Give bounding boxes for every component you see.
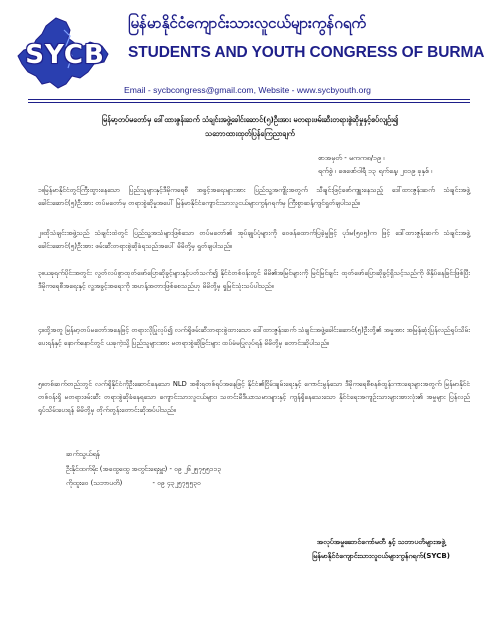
email-label: Email - xyxy=(124,85,151,95)
contacts-label: ဆက်သွယ်ရန် xyxy=(66,450,100,458)
paragraph-1: ၁။မြန်မာနိုင်ငံတွင်ကြီးထွားနေသော ပြည်သူများနှင့်ဒီမိုကရေစီ အခွင့်အရေးများအား ပြည်သူ့အကျိုးအတွက် သီချင်းဖြင့်ဖော်ကျူးနေသည့် ဒေါ်ထားဇွန်းဆက် သံချင်းအဖွဲ့ခေါင်းဆောင်(၅)ဦးအား တပ်မတော်မှ တရားစွဲဆိုမှုအပေါ် မြန်မာနိုင်ငံကျောင်းသားလူငယ်များကွန်ဂရက်မှ ကြီးစွာဆန့်ကျင်ရှုတ်ချပါသည်။ xyxy=(38,186,470,207)
reference-number: စာအမှတ် - မကက၈/၁၉ ၊ xyxy=(318,154,385,162)
contact-phone: - ၀၉ ၄၃၂၅၇၅၅၃၀ xyxy=(152,479,201,487)
contact-phone: - ၀၉ ၂၆၂၅၇၅၅၁၁၃ xyxy=(169,464,222,473)
signature-line-1: အလုပ်အမှုဆောင်ကော်မတီ နှင့် သဘာပတိများအဖွဲ့ xyxy=(316,538,446,546)
contact-row xyxy=(66,462,366,477)
date-line xyxy=(318,165,468,178)
website-label: , Website - xyxy=(253,85,295,95)
org-name-myanmar: မြန်မာနိုင်ငံကျောင်းသားလူငယ်များကွန်ဂရက် xyxy=(128,14,367,32)
contact-name: ကိုထူးဝေ (သဘာပတိ) xyxy=(66,479,123,487)
signature-block xyxy=(286,535,476,563)
contact-name: ဦးနိုင်ထက်မိုး (အထွေထွေ အတွင်းရေးမှူး) xyxy=(66,464,168,473)
paragraph-5: ၅။တစ်ဆက်တည်းတွင် လက်ရှိနိုင်ငံကိုဦးဆောင်နေသော NLD အစိုးရတစ်ရပ်အနေဖြင့် နိုင်ငံ၏ငြိမ်းချမ်းရေးနှင့် ကောင်းမွန်သော ဒီမိုကရေစီစနစ်ထွန်းကားရေးများအတွက် မြန်မာနိုင်ငံတစ်ဝန်းရှိ မတရားဖမ်းဆီး တရားစွဲဆိုခံနေရသော ကျောင်းသားလူငယ်များ၊ သတင်းမီဒီယာသမားများနှင့် ကျန်ရှိနေသေးသော နိုင်ငံရေးအကျဉ်းသားများအားလုံး၏ အမှုများ ပြန်လည်ရုပ်သိမ်းပေးရန် မိမိတို့မှ တိုက်တွန်းတောင်းဆိုအပ်ပါသည်။ xyxy=(38,380,470,414)
subject-line-2: သဘောထားထုတ်ပြန်ကြေညာချက် xyxy=(205,129,295,138)
website-link[interactable]: www.sycbyouth.org xyxy=(296,85,371,95)
signature-line-2: မြန်မာနိုင်ငံကျောင်းသားလူငယ်များကွန်ဂရက်(SYCB) xyxy=(312,552,450,560)
header-divider-top xyxy=(28,99,470,100)
contact-row xyxy=(66,476,366,491)
subject-line-1: မြန်မာ့တပ်မတော်မှ ဒေါ်ထားဇွန်းဆက် သံချင်းအဖွဲ့ခေါင်းဆောင်(၅)ဦးအား မတရားဖမ်းဆီးတရားစွဲဆိုမှုနှင့်စပ်လျဉ်း၍ xyxy=(101,115,399,124)
paragraph-4: ၄။ထို့အတူ မြန်မာ့တပ်မတော်အနေဖြင့် တရားလိုပြုလုပ်၍ လက်ရှိဖမ်းဆီးတရားစွဲထားသော ဒေါ်ထားဇွန်းဆက် သံချင်းအဖွဲ့ခေါင်းဆောင်(၅)ဦးတို့၏ အမှုအား အမြန်ဆုံးပြန်လည်ရုပ်သိမ်းပေးရန်နှင့် နောက်နောင်တွင် ယခုကဲ့သို့ ပြည်သူများအား မတရားစွဲဆိုခြင်းများ ထပ်မံမပြုလုပ်ရန် မိမိတို့မှ တောင်းဆိုပါသည်။ xyxy=(38,326,470,347)
subject-heading xyxy=(30,113,470,141)
header-divider-bottom xyxy=(28,102,470,103)
contacts-block xyxy=(66,447,366,491)
reference-date-block xyxy=(318,152,468,178)
date-label: ရက်စွဲ ၊ xyxy=(318,167,337,175)
date-value: ဖေဖော်ဝါရီ ၁၃ ရက်နေ့၊ ၂၀၁၉ ခုနှစ် ၊ xyxy=(338,167,433,175)
contact-line xyxy=(0,85,495,95)
logo-text: SYCB xyxy=(25,40,105,70)
paragraph-3: ၃။ယခုရက်ပိုင်းအတွင်း လွတ်လပ်စွာထုတ်ဖော်ပြောဆိုခွင့်များနှင့်ပတ်သက်၍ နိုင်ငံတစ်ဝန်းတွင် မိမိ၏အမြင်များကို မြင်မြင်ချင်း ထုတ်ဖော်ပြောဆိုခွင့်ရှိသင့်သည်ကို ဖိနှိပ်နေခြင်းဖြစ်ပြီး ဒီမိုကရေစီအရေးနှင့် လူ့အခွင့်အရေးကို အဟန့်အတားဖြစ်စေသည်ဟု မိမိတို့မှ ရှုမြင်သုံးသပ်ပါသည်။ xyxy=(38,269,470,290)
paragraph-2: ၂။ထိုသံချင်းအဖွဲ့သည် သံချင်းထဲတွင် ပြည်သူ့အသံများဖြစ်သော တပ်မတော်၏ အုပ်ချုပ်ပုံများကို ဝေဖန်ထောက်ပြခဲ့မှုဖြင့် ပုဒ်မ(၅၀၅)က ဖြင့် ဒေါ်ထားဇွန်းဆက် သံချင်းအဖွဲ့ခေါင်းဆောင်(၅)ဦးအား ဖမ်းဆီးတရားစွဲဆိုခံရသည်အပေါ် မိမိတို့မှ ရှုတ်ချပါသည်။ xyxy=(38,229,470,250)
org-name-english: STUDENTS AND YOUTH CONGRESS OF BURMA xyxy=(128,44,485,61)
email-link[interactable]: sycbcongress@gmail.com xyxy=(153,85,254,95)
